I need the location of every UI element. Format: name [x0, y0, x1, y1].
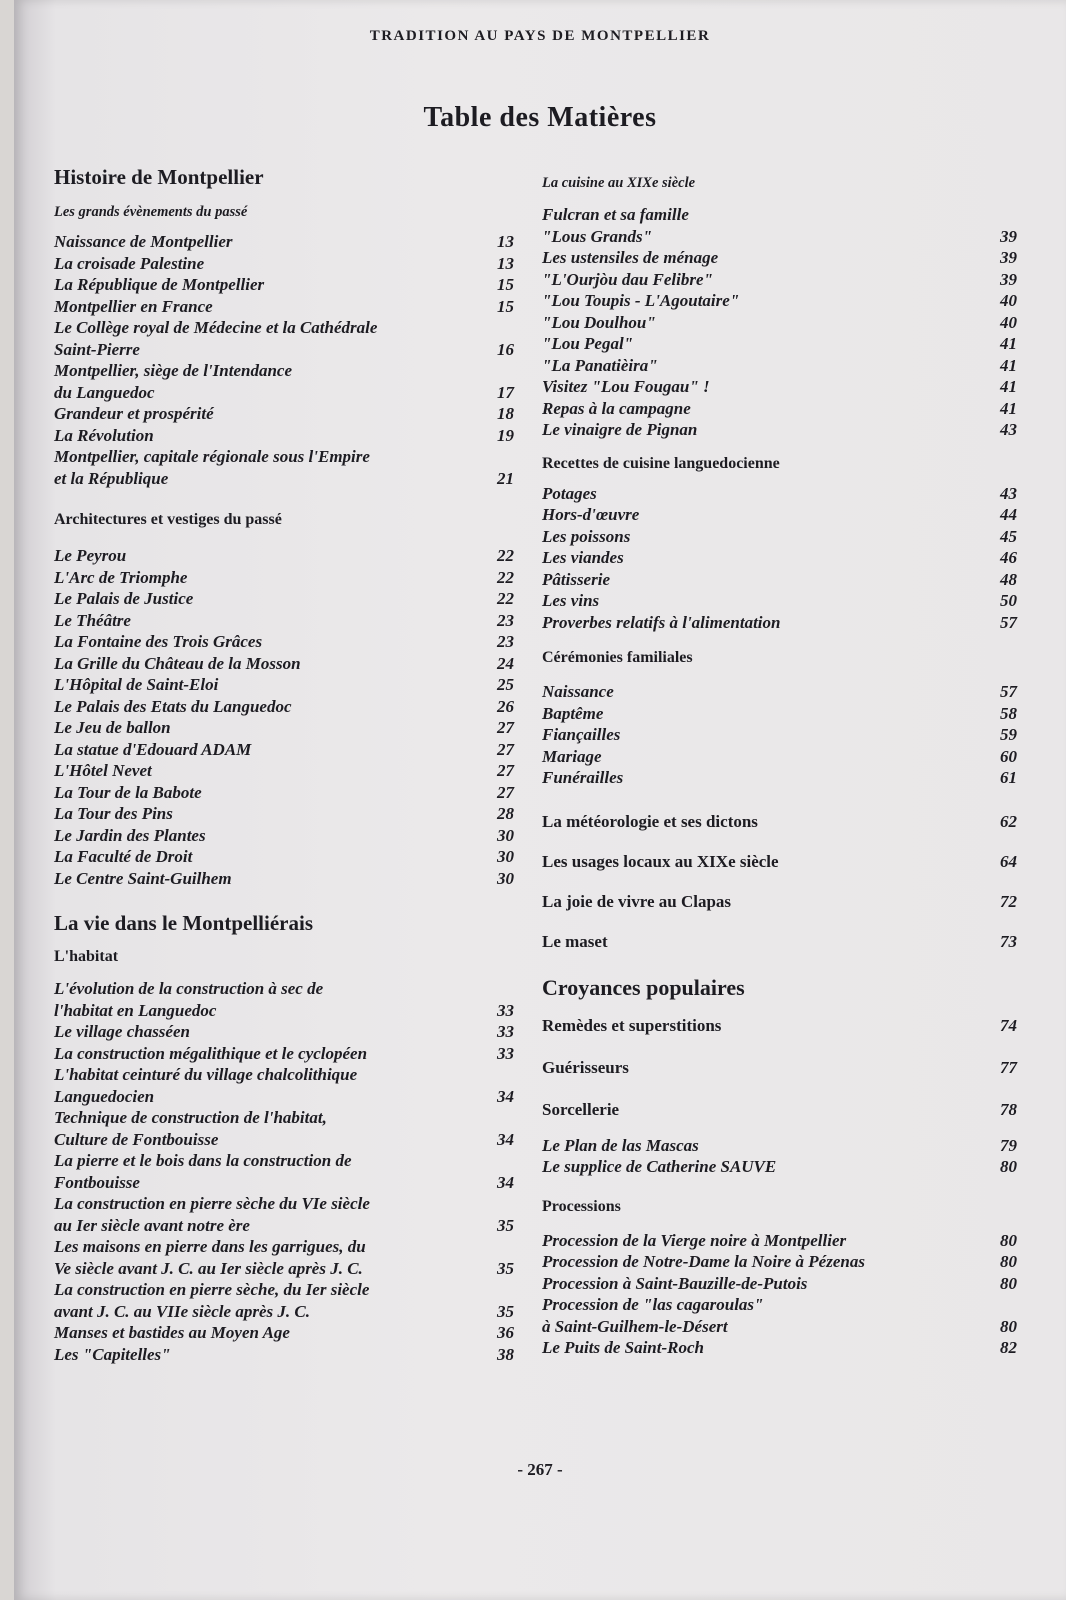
entry-page: 27 [497, 718, 514, 737]
toc-entry [54, 425, 514, 447]
entry-list [542, 681, 1017, 789]
running-head: TRADITION AU PAYS DE MONTPELLIER [369, 28, 711, 44]
entry-page: 72 [1000, 891, 1017, 911]
entry-title: Pâtisserie [542, 569, 610, 589]
entry-page: 22 [497, 589, 514, 608]
toc-entry [54, 339, 514, 361]
entry-title: Remèdes et superstitions [542, 1015, 722, 1035]
entry-title: du Languedoc [54, 382, 155, 402]
entry-page: 41 [1000, 355, 1017, 375]
entry-page: 43 [1000, 483, 1017, 503]
entry-page: 39 [1000, 248, 1017, 267]
entry-title: Technique de construction de l'habitat, [54, 1108, 327, 1127]
entry-page: 33 [497, 1022, 514, 1041]
entry-page: 41 [1000, 377, 1017, 396]
entry-page: 21 [497, 468, 514, 488]
entry-title: Le Théâtre [54, 610, 131, 630]
toc-entry [54, 1172, 514, 1194]
entry-title: Languedocien [54, 1086, 155, 1106]
entry-title: Procession de "las cagaroulas" [542, 1295, 764, 1314]
toc-entry [542, 1294, 1017, 1316]
entry-title: L'Hôpital de Saint-Eloi [54, 675, 219, 694]
book-page [14, 0, 1066, 1600]
entry-page: 74 [1000, 1015, 1017, 1035]
entry-title: La Fontaine des Trois Grâces [54, 632, 263, 651]
entry-page: 33 [497, 1000, 514, 1020]
entry-title: Naissance [542, 682, 614, 701]
entry-title: "Lou Pegal" [542, 334, 634, 353]
entry-title: La construction en pierre sèche, du Ier siècle [54, 1280, 370, 1299]
entry-title: Procession de Notre-Dame la Noire à Pézenas [542, 1252, 865, 1271]
entry-page: 78 [1000, 1099, 1017, 1119]
toc-entry [54, 1258, 514, 1280]
toc-entry [54, 825, 514, 847]
toc-entry [542, 269, 1017, 291]
entry-title: Funérailles [542, 768, 624, 787]
entry-title: Repas à la campagne [542, 398, 691, 418]
toc-entry [54, 846, 514, 868]
entry-title: Le Jeu de ballon [54, 718, 171, 737]
toc-entry [54, 1150, 514, 1172]
toc-entry [542, 547, 1017, 569]
toc-entry [542, 290, 1017, 312]
entry-page: 35 [497, 1301, 514, 1321]
entry-page: 57 [1000, 612, 1017, 632]
entry-page: 77 [1000, 1057, 1017, 1077]
entry-title: Le Peyrou [54, 546, 127, 565]
entry-title: La météorologie et ses dictons [542, 811, 758, 831]
toc-entry [542, 398, 1017, 420]
toc-entry [54, 1215, 514, 1237]
entry-page: 60 [1000, 746, 1017, 766]
section-title-evenements: Les grands évènements du passé [54, 204, 248, 220]
entry-page: 48 [1000, 569, 1017, 589]
toc-entry [542, 1273, 1017, 1295]
toc-entry [54, 317, 514, 339]
entry-title: Le Palais des Etats du Languedoc [54, 696, 292, 716]
entry-maset [542, 931, 1017, 953]
entry-guerisseurs [542, 1057, 1017, 1079]
entry-title: L'évolution de la construction à sec de [54, 979, 324, 998]
entry-title: "Lous Grands" [542, 226, 653, 246]
toc-entry [542, 1316, 1017, 1338]
entry-page: 61 [1000, 768, 1017, 787]
toc-entry [54, 674, 514, 696]
entry-title: Montpellier, capitale régionale sous l'Empire [54, 447, 370, 466]
entry-title: Procession de la Vierge noire à Montpellier [542, 1230, 847, 1250]
toc-entry [542, 1251, 1017, 1273]
entry-page: 80 [1000, 1230, 1017, 1250]
entry-title: Les usages locaux au XIXe siècle [542, 851, 779, 871]
entry-page: 34 [497, 1129, 514, 1149]
entry-title: La Tour de la Babote [54, 782, 202, 802]
entry-page: 39 [1000, 226, 1017, 246]
entry-title: Le Palais de Justice [54, 589, 194, 608]
entry-title: Hors-d'œuvre [542, 505, 640, 524]
entry-page: 16 [497, 339, 514, 359]
toc-entry [54, 403, 514, 425]
toc-entry [54, 610, 514, 632]
entry-page: 27 [497, 739, 514, 759]
toc-entry [54, 1043, 514, 1065]
entry-page: 50 [1000, 591, 1017, 610]
section-title-recettes: Recettes de cuisine languedocienne [542, 454, 780, 472]
entry-list [542, 204, 1017, 441]
entry-title: Montpellier, siège de l'Intendance [54, 361, 292, 380]
toc-entry [54, 1301, 514, 1323]
toc-entry [54, 545, 514, 567]
entry-page: 80 [1000, 1252, 1017, 1271]
entry-page: 41 [1000, 334, 1017, 353]
entry-title: La construction mégalithique et le cyclopéen [54, 1043, 368, 1063]
entry-title: La statue d'Edouard ADAM [54, 739, 252, 759]
entry-page: 80 [1000, 1273, 1017, 1293]
entry-page: 23 [497, 610, 514, 630]
toc-entry [54, 1086, 514, 1108]
entry-title: Mariage [542, 746, 602, 766]
toc-entry [54, 631, 514, 653]
entry-page: 22 [497, 567, 514, 587]
right-column [542, 165, 1017, 1359]
entry-page: 82 [1000, 1338, 1017, 1357]
entry-page: 22 [497, 546, 514, 565]
entry-page: 34 [497, 1086, 514, 1106]
page-title: Table des Matières [423, 102, 657, 133]
entry-page: 80 [1000, 1157, 1017, 1176]
entry-title: Manses et bastides au Moyen Age [54, 1323, 290, 1342]
toc-entry [54, 274, 514, 296]
toc-entry [542, 526, 1017, 548]
entry-title: Les viandes [542, 548, 624, 567]
entry-page: 33 [497, 1043, 514, 1063]
part-title-croyances: Croyances populaires [542, 974, 745, 1000]
entry-page: 26 [497, 696, 514, 716]
entry-sorcellerie [542, 1099, 1017, 1121]
toc-entry [54, 231, 514, 253]
toc-entry [542, 355, 1017, 377]
entry-page: 73 [1000, 931, 1017, 951]
entry-page: 19 [497, 425, 514, 445]
entry-title: Culture de Fontbouisse [54, 1129, 219, 1149]
section-title-architectures: Architectures et vestiges du passé [54, 511, 282, 528]
toc-entry [54, 696, 514, 718]
entry-title: l'habitat en Languedoc [54, 1000, 217, 1020]
entry-title: Guérisseurs [542, 1057, 629, 1077]
entry-title: L'Hôtel Nevet [54, 761, 152, 780]
toc-entry [542, 590, 1017, 612]
toc-entry [54, 1236, 514, 1258]
entry-title: Le village chasséen [54, 1022, 190, 1041]
entry-title: Ve siècle avant J. C. au Ier siècle après J. C. [54, 1258, 363, 1278]
toc-entry [542, 376, 1017, 398]
entry-title: Naissance de Montpellier [54, 232, 233, 251]
entry-meteo [542, 811, 1017, 833]
toc-entry [542, 247, 1017, 269]
section-title-cuisine: La cuisine au XIXe siècle [542, 175, 696, 191]
toc-entry [542, 226, 1017, 248]
entry-page: 40 [1000, 291, 1017, 310]
toc-entry [542, 724, 1017, 746]
toc-entry [54, 978, 514, 1000]
entry-title: Fulcran et sa famille [542, 205, 689, 224]
toc-entry [542, 483, 1017, 505]
entry-list [542, 483, 1017, 634]
entry-title: Visitez "Lou Fougau" ! [542, 377, 710, 396]
toc-entry [54, 760, 514, 782]
entry-title: Potages [542, 483, 597, 503]
toc-entry [542, 681, 1017, 703]
entry-title: Le Plan de las Mascas [542, 1135, 699, 1155]
entry-title: Fiançailles [542, 725, 621, 744]
entry-page: 40 [1000, 312, 1017, 332]
entry-title: avant J. C. au VIIe siècle après J. C. [54, 1301, 310, 1321]
entry-page: 30 [497, 825, 514, 845]
entry-page: 35 [497, 1258, 514, 1278]
toc-entry [54, 360, 514, 382]
entry-page: 35 [497, 1215, 514, 1235]
toc-entry [54, 1064, 514, 1086]
entry-title: "L'Ourjòu dau Felibre" [542, 269, 713, 289]
entry-page: 24 [497, 653, 514, 673]
entry-title: La Tour des Pins [54, 804, 173, 823]
toc-entry [542, 204, 1017, 226]
entry-page: 30 [497, 868, 514, 888]
toc-entry [54, 253, 514, 275]
toc-entry [542, 312, 1017, 334]
section-title-processions: Processions [542, 1197, 621, 1215]
entry-title: Montpellier en France [54, 296, 213, 316]
entry-title: Baptême [542, 703, 604, 723]
entry-page: 43 [1000, 420, 1017, 439]
entry-page: 62 [1000, 811, 1017, 831]
entry-page: 80 [1000, 1316, 1017, 1336]
toc-entry [542, 1156, 1017, 1178]
entry-title: Saint-Pierre [54, 339, 140, 359]
entry-page: 23 [497, 632, 514, 651]
section-title-ceremonies: Cérémonies familiales [542, 649, 693, 666]
section-title-habitat: L'habitat [54, 948, 119, 965]
entry-title: Le Centre Saint-Guilhem [54, 868, 232, 888]
entry-title: L'habitat ceinturé du village chalcolithique [54, 1065, 358, 1084]
entry-title: La construction en pierre sèche du VIe siècle [54, 1194, 370, 1213]
toc-entry [54, 1021, 514, 1043]
entry-title: La Faculté de Droit [54, 847, 193, 866]
entry-title: Les maisons en pierre dans les garrigues, du [54, 1237, 366, 1256]
part-title-histoire: Histoire de Montpellier [54, 165, 264, 189]
toc-entry [542, 1230, 1017, 1252]
entry-joie [542, 891, 1017, 913]
entry-page: 27 [497, 782, 514, 802]
entry-title: Le Collège royal de Médecine et la Cathédrale [54, 318, 378, 337]
entry-page: 36 [497, 1323, 514, 1342]
entry-list [54, 545, 514, 889]
entry-title: La Révolution [54, 425, 154, 445]
toc-entry [54, 739, 514, 761]
toc-entry [54, 382, 514, 404]
toc-entry [542, 767, 1017, 789]
toc-entry [54, 1344, 514, 1366]
toc-entry [54, 1129, 514, 1151]
toc-entry [54, 1279, 514, 1301]
entry-title: Sorcellerie [542, 1099, 620, 1119]
toc-entry [542, 1135, 1017, 1157]
entry-title: L'Arc de Triomphe [54, 567, 188, 587]
entry-page: 15 [497, 275, 514, 294]
toc-entry [54, 567, 514, 589]
entry-title: "La Panatièira" [542, 355, 658, 375]
entry-title: Les poissons [542, 526, 631, 546]
toc-entry [54, 1107, 514, 1129]
toc-entry [54, 296, 514, 318]
entry-title: et la République [54, 468, 169, 488]
entry-title: Fontbouisse [54, 1172, 140, 1192]
toc-entry [54, 717, 514, 739]
entry-page: 44 [1000, 505, 1017, 524]
toc-entry [54, 868, 514, 890]
toc-entry [54, 782, 514, 804]
toc-entry [542, 333, 1017, 355]
toc-entry [54, 653, 514, 675]
toc-entry [54, 1322, 514, 1344]
entry-title: La Grille du Château de la Mosson [54, 653, 301, 673]
entry-title: La joie de vivre au Clapas [542, 891, 732, 911]
entry-remedes [542, 1015, 1017, 1037]
entry-title: "Lou Toupis - L'Agoutaire" [542, 291, 740, 310]
toc-entry [54, 468, 514, 490]
entry-page: 41 [1000, 398, 1017, 418]
entry-title: La République de Montpellier [54, 275, 265, 294]
entry-page: 30 [497, 847, 514, 866]
toc-entry [54, 446, 514, 468]
entry-list [54, 231, 514, 489]
part-title-vie: La vie dans le Montpelliérais [54, 911, 313, 935]
left-column [54, 165, 514, 1365]
entry-page: 27 [497, 761, 514, 780]
entry-title: Le supplice de Catherine SAUVE [542, 1157, 777, 1176]
entry-title: Le Jardin des Plantes [54, 825, 206, 845]
toc-entry [542, 569, 1017, 591]
entry-page: 17 [497, 382, 514, 402]
toc-entry [542, 703, 1017, 725]
entry-page: 34 [497, 1172, 514, 1192]
entry-page: 79 [1000, 1135, 1017, 1155]
entry-page: 18 [497, 404, 514, 423]
toc-entry [54, 1000, 514, 1022]
toc-entry [542, 612, 1017, 634]
entry-page: 58 [1000, 703, 1017, 723]
toc-entry [54, 803, 514, 825]
toc-entry [542, 504, 1017, 526]
entry-page: 57 [1000, 682, 1017, 701]
entry-page: 38 [497, 1344, 514, 1364]
entry-title: Proverbes relatifs à l'alimentation [542, 612, 781, 632]
entry-page: 28 [497, 804, 514, 823]
entry-title: Procession à Saint-Bauzille-de-Putois [542, 1273, 808, 1293]
entry-list [542, 1135, 1017, 1178]
toc-entry [542, 1337, 1017, 1359]
entry-title: Le Puits de Saint-Roch [542, 1338, 704, 1357]
entry-title: La pierre et le bois dans la construction de [54, 1151, 352, 1170]
entry-page: 64 [1000, 851, 1017, 871]
entry-title: à Saint-Guilhem-le-Désert [542, 1316, 728, 1336]
entry-title: Le maset [542, 931, 608, 951]
entry-title: au Ier siècle avant notre ère [54, 1215, 250, 1235]
entry-title: La croisade Palestine [54, 253, 205, 273]
toc-entry [54, 588, 514, 610]
toc-entry [54, 1193, 514, 1215]
toc-entry [542, 419, 1017, 441]
entry-title: Grandeur et prospérité [54, 404, 214, 423]
entry-page: 46 [1000, 548, 1017, 567]
entry-page: 45 [1000, 526, 1017, 546]
entry-title: "Lou Doulhou" [542, 312, 656, 332]
entry-page: 13 [497, 253, 514, 273]
entry-usages [542, 851, 1017, 873]
entry-page: 15 [497, 296, 514, 316]
entry-title: Les "Capitelles" [54, 1344, 171, 1364]
entry-title: Les ustensiles de ménage [542, 248, 719, 267]
entry-title: Les vins [542, 591, 600, 610]
page-number: - 267 - [517, 1460, 563, 1479]
entry-page: 13 [497, 232, 514, 251]
toc-entry [542, 746, 1017, 768]
entry-list [542, 1230, 1017, 1359]
entry-list [54, 978, 514, 1365]
entry-title: Le vinaigre de Pignan [542, 420, 698, 439]
entry-page: 25 [497, 675, 514, 694]
entry-page: 59 [1000, 725, 1017, 744]
entry-page: 39 [1000, 269, 1017, 289]
